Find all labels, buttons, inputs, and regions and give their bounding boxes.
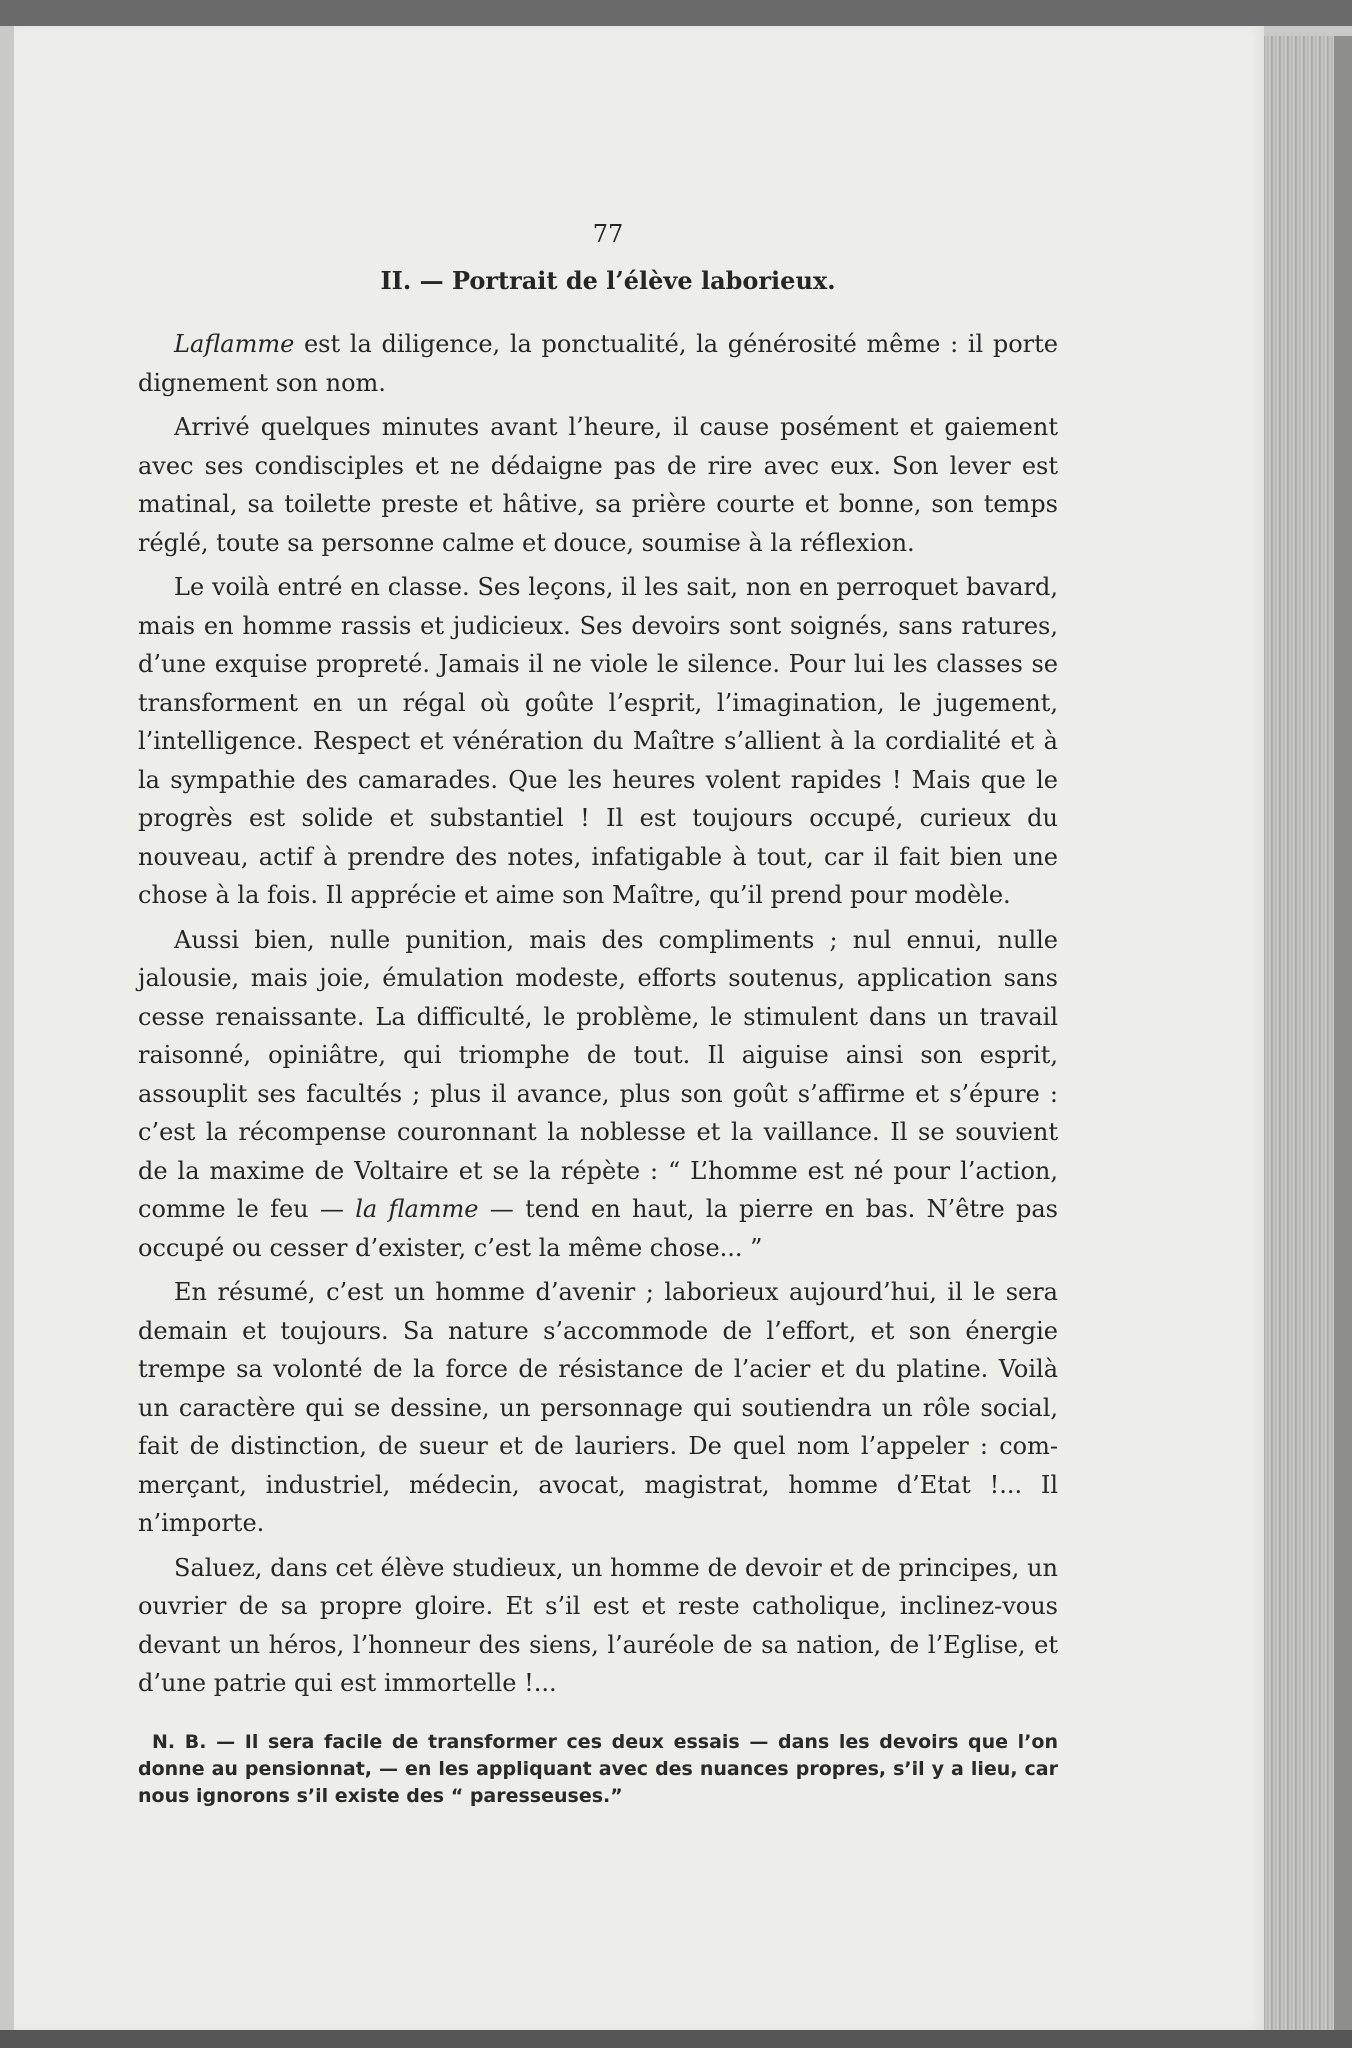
page-text-block [138, 220, 1058, 1829]
section-title: II. — Portrait de l’élève laborieux. [380, 266, 836, 295]
paragraph-4-text: Aussi bien, nulle punition, mais des compliments ; nul ennui, nulle jalousie, mais joie, émulation modeste, efforts soutenus, application sans cesse renaissante. La difficulté, le problème, le stimulent dans un travail raisonné, opiniâtre, qui triomphe de tout. Il aiguise ainsi son esprit, assouplit ses facultés ; plus il avance, plus son goût s’affirme et s’épure : c’est la récompense couronnant la noblesse et la vaillance. Il se souvient de la maxime de Voltaire et se la répète : “ L’homme est né pour l’action, comme le feu — [138, 925, 1058, 1223]
page-edges [1264, 36, 1352, 2030]
paragraph-4-text-after: — tend en haut, la pierre en bas. N’être pas occupé ou cesser d’exister, c’est la même chose... ” [138, 1195, 1059, 1262]
paragraph-6 [138, 1549, 1058, 1703]
paragraph-5-text: En résumé, c’est un homme d’avenir ; laborieux aujourd’hui, il le sera demain et toujours. Sa nature s’accommode de l’effort, et son énergie trempe sa volonté de la force de résistance de l’acier et du platine. Voilà un caractère qui se dessine, un personnage qui soutiendra un rôle social, fait de distinction, de sueur et de lauriers. De quel nom l’appeler : commerçant, industriel, médecin, avocat, magistrat, homme d’Etat !... Il n’importe. [138, 1278, 1058, 1537]
paragraph-1-text: est la diligence, la ponctualité, la générosité même : il porte dignement son nom. [138, 330, 1058, 397]
paragraph-5 [138, 1273, 1058, 1543]
footnote: N. B. — Il sera facile de transformer ces deux essais — dans les devoirs que l’on donne au pensionnat, — en les appliquant avec des nuances propres, s’il y a lieu, car nous ignorons s’il existe des “ paresseuses.” [138, 1730, 1058, 1807]
paragraph-3 [138, 568, 1058, 915]
paragraph-2 [138, 408, 1058, 562]
scan-bottom-border [0, 2030, 1352, 2048]
paragraph-1-italic-lead: Laflamme [174, 330, 295, 358]
page-number: 77 [592, 220, 624, 248]
paragraph-1 [138, 325, 1058, 402]
paragraph-4-italic-phrase: la flamme [355, 1195, 479, 1223]
paragraph-3-text: Le voilà entré en classe. Ses leçons, il les sait, non en perroquet bavard, mais en homme rassis et judicieux. Ses devoirs sont soignés, sans ratures, d’une exquise propreté. Jamais il ne viole le silence. Pour lui les classes se transforment en un régal où goûte l’esprit, l’imagination, le jugement, l’intelligence. Respect et vénération du Maître s’allient à la cordialité et à la sympathie des camarades. Que les heures volent rapides ! Mais que le progrès est solide et substantiel ! Il est toujours occupé, curieux du nouveau, actif à prendre des notes, infatigable à tout, car il fait bien une chose à la fois. Il apprécie et aime son Maître, qu’il prend pour modèle. [138, 573, 1058, 909]
scan-top-border [0, 0, 1352, 26]
paragraph-4 [138, 921, 1058, 1268]
paragraph-2-text: Arrivé quelques minutes avant l’heure, il cause posément et gaiement avec ses condisciples et ne dédaigne pas de rire avec eux. Son lever est matinal, sa toilette preste et hâtive, sa prière courte et bonne, son temps réglé, toute sa personne calme et douce, soumise à la réflexion. [138, 413, 1058, 557]
paragraph-6-text: Saluez, dans cet élève studieux, un homme de devoir et de principes, un ouvrier de sa propre gloire. Et s’il est et reste catholique, inclinez-vous devant un héros, l’honneur des siens, l’auréole de sa nation, de l’Eglise, et d’une patrie qui est immortelle !... [138, 1553, 1058, 1697]
